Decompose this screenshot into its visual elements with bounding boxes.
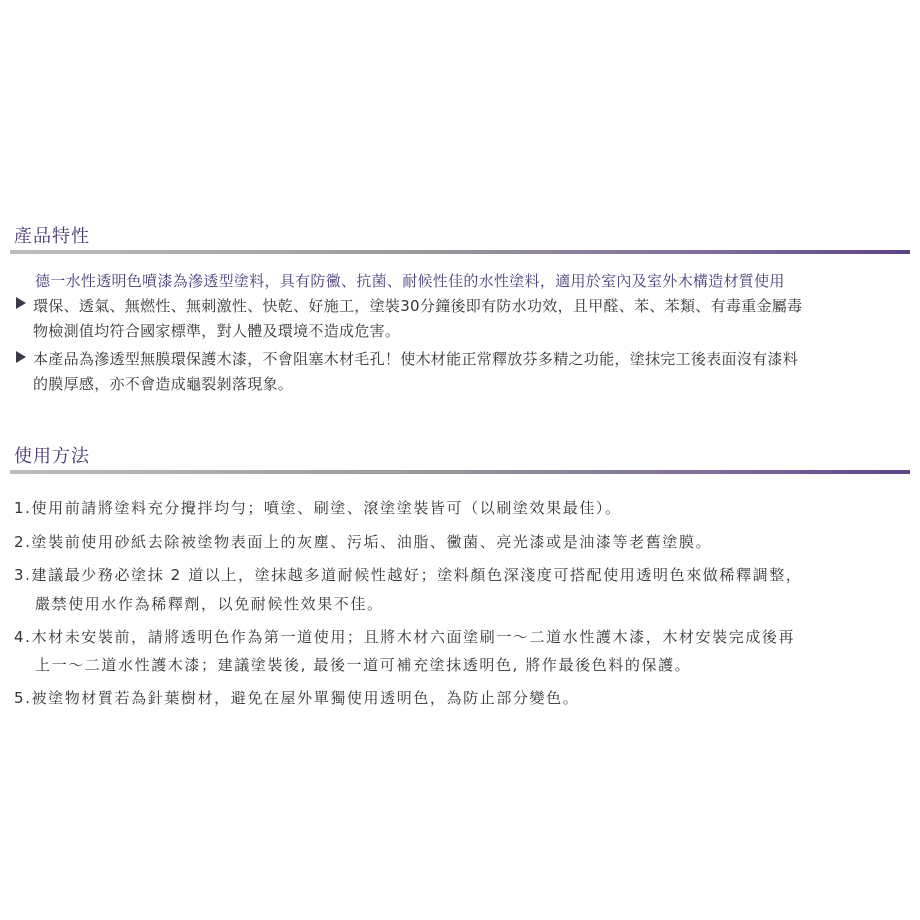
bullet-arrow-icon — [16, 351, 26, 363]
features-divider — [10, 250, 910, 254]
usage-step-1: 1.使用前請將塗料充分攪拌均勻；噴塗、刷塗、滾塗塗裝皆可（以刷塗效果最佳）。 — [14, 499, 622, 517]
bullet-arrow-icon — [16, 297, 26, 309]
usage-divider — [10, 470, 910, 474]
usage-step-5: 5.被塗物材質若為針葉樹材，避免在屋外單獨使用透明色，為防止部分變色。 — [14, 689, 580, 707]
features-intro: 德一水性透明色噴漆為滲透型塗料，具有防黴、抗菌、耐候性佳的水性塗料，適用於室內及室外木構造材質使用 — [35, 272, 785, 290]
usage-step-4-line-1: 4.木材未安裝前，請將透明色作為第一道使用；且將木材六面塗刷一～二道水性護木漆，木材安裝完成後再 — [14, 628, 796, 646]
features-title: 產品特性 — [14, 226, 90, 247]
feature-bullet-2-line-2: 的膜厚感，亦不會造成龜裂剝落現象。 — [33, 375, 294, 393]
usage-step-3-line-1: 3.建議最少務必塗抹 2 道以上，塗抹越多道耐候性越好；塗料顏色深淺度可搭配使用透明色來做稀釋調整， — [14, 566, 803, 584]
usage-step-3-line-2: 嚴禁使用水作為稀釋劑，以免耐候性效果不佳。 — [35, 595, 384, 613]
usage-step-2: 2.塗裝前使用砂紙去除被塗物表面上的灰塵、污垢、油脂、黴菌、亮光漆或是油漆等老舊塗膜。 — [14, 533, 713, 551]
usage-step-4-line-2: 上一～二道水性護木漆；建議塗裝後, 最後一道可補充塗抹透明色, 將作最後色料的保護。 — [35, 656, 692, 674]
feature-bullet-1-line-2: 物檢測值均符合國家標準，對人體及環境不造成危害。 — [33, 322, 401, 340]
feature-bullet-1-line-1: 環保、透氣、無燃性、無刺激性、快乾、好施工，塗裝30分鐘後即有防水功效，且甲醛、苯、苯類、有毒重金屬毒 — [33, 297, 803, 315]
feature-bullet-2-line-1: 本產品為滲透型無膜環保護木漆，不會阻塞木材毛孔！使木材能正常釋放芬多精之功能，塗抹完工後表面沒有漆料 — [33, 350, 799, 368]
usage-title: 使用方法 — [14, 446, 90, 467]
